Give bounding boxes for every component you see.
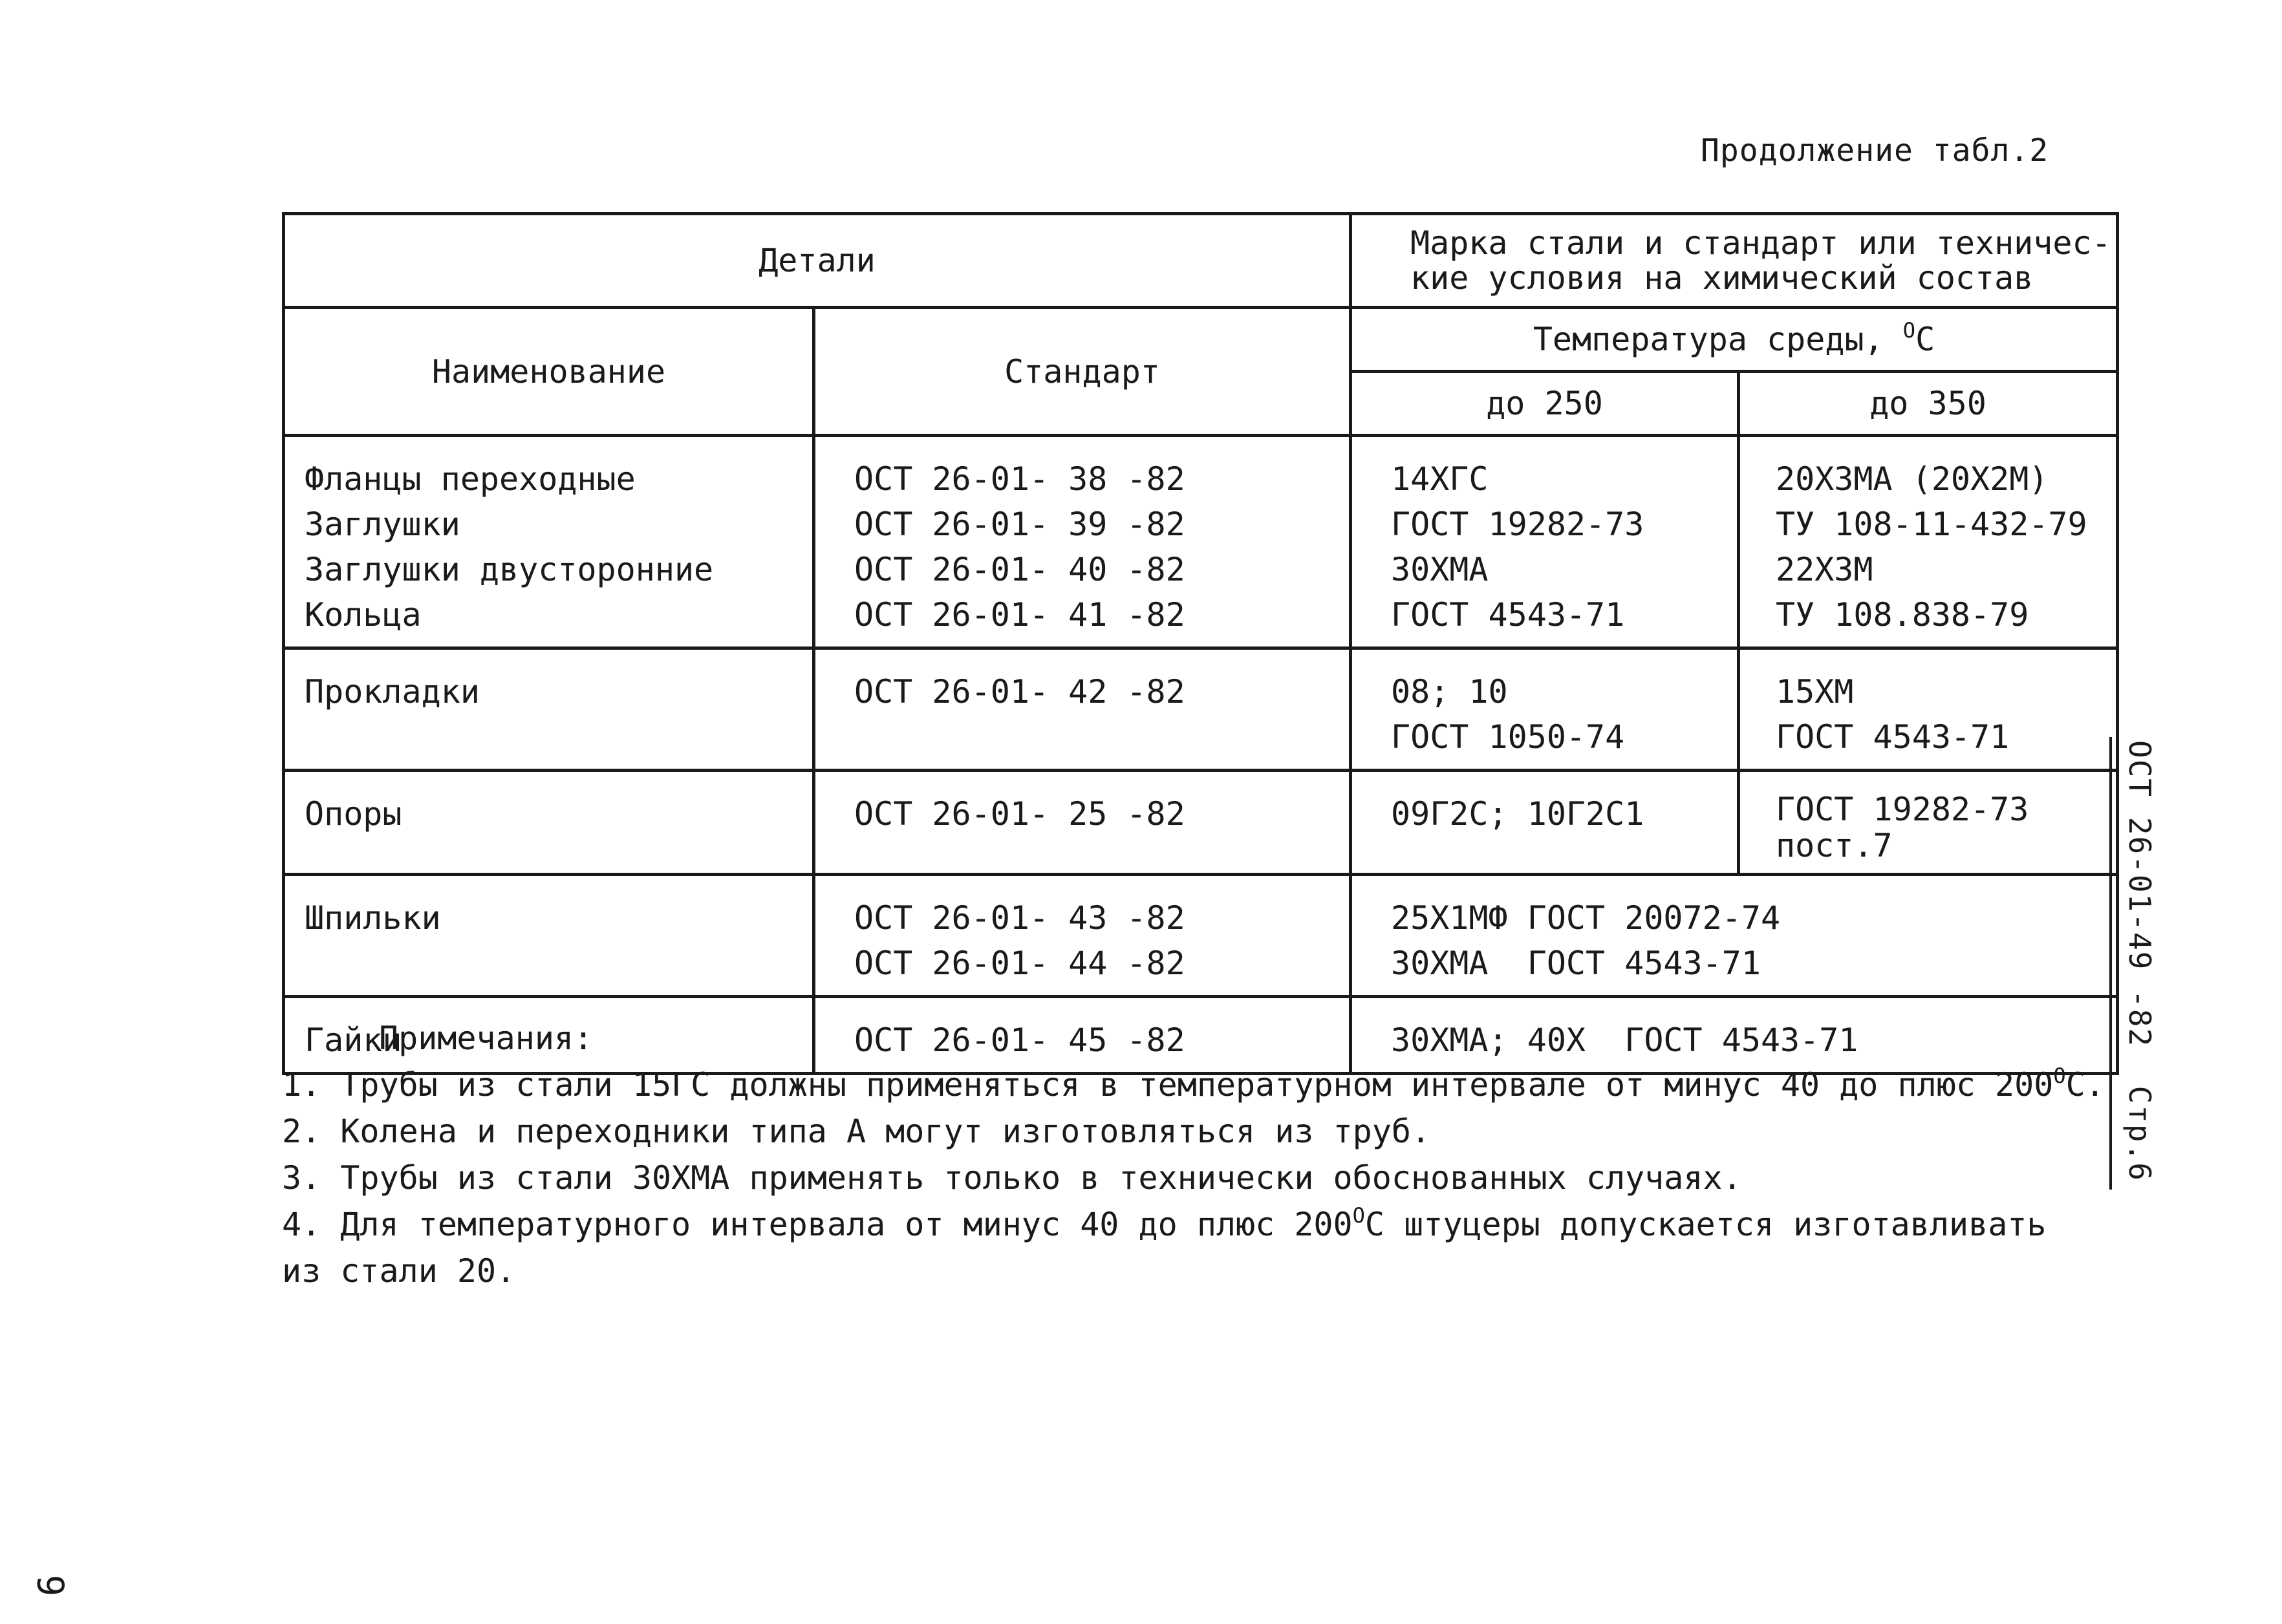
table-row (284, 648, 2118, 771)
material-merged: 30ХМА; 40Х ГОСТ 4543-71 (1391, 1021, 1858, 1059)
material-merged: 30ХМА ГОСТ 4543-71 (1391, 945, 1761, 982)
standard-code: ОСТ 26-01- 39 -82 (854, 506, 1185, 543)
header-to250: до 250 (1351, 372, 1739, 436)
material-250: 14ХГС (1391, 460, 1489, 498)
table-row (284, 875, 2118, 997)
header-to350: до 350 (1739, 372, 2118, 436)
material-350: 15ХМ (1776, 673, 1854, 710)
header-material-line1: Марка стали и стандарт или техничес- (1410, 224, 2111, 262)
material-250: ГОСТ 1050-74 (1391, 718, 1625, 756)
row3-mat250 (1351, 771, 1739, 875)
detail-name: Опоры (305, 795, 402, 833)
standard-code: ОСТ 26-01- 38 -82 (854, 460, 1185, 498)
note-1-unit: С. (2065, 1066, 2105, 1104)
row3-names (284, 771, 814, 875)
row2-mat250 (1351, 648, 1739, 771)
row4-materials (1351, 875, 2118, 997)
header-temperature-label: Температура среды, (1533, 321, 1884, 358)
material-350: 20ХЗМА (20Х2М) (1776, 460, 2049, 498)
header-temperature-unit: С (1915, 321, 1935, 358)
row2-names (284, 648, 814, 771)
row3-mat350 (1739, 771, 2118, 875)
standard-code: ОСТ 26-01- 41 -82 (854, 596, 1185, 634)
material-250: ГОСТ 19282-73 (1391, 506, 1644, 543)
row1-mat250 (1351, 436, 1739, 648)
material-350: ГОСТ 4543-71 (1776, 718, 2010, 756)
materials-table (282, 212, 2119, 1075)
document-code: ОСТ 26-01-49 -82 Стр.6 (2122, 740, 2157, 1182)
row4-names (284, 875, 814, 997)
material-merged: 25Х1МФ ГОСТ 20072-74 (1391, 899, 1781, 937)
material-350: пост.7 (1776, 827, 1893, 864)
notes-section (282, 1015, 2131, 1294)
header-details: Детали (284, 214, 1351, 308)
detail-name: Шпильки (305, 899, 441, 937)
table-row (284, 436, 2118, 648)
note-4-text: 4. Для температурного интервала от минус 40 до плюс 200 (282, 1206, 1353, 1243)
table-row (284, 771, 2118, 875)
material-250: 30ХМА (1391, 551, 1489, 588)
header-temperature (1351, 308, 2118, 372)
material-350: ТУ 108.838-79 (1776, 596, 2029, 634)
page-mark: 9 (28, 1574, 71, 1597)
degree-mark: O (2053, 1063, 2066, 1088)
standard-code: ОСТ 26-01- 44 -82 (854, 945, 1185, 982)
material-350: ТУ 108-11-432-79 (1776, 506, 2087, 543)
row3-standards (814, 771, 1351, 875)
material-350: ГОСТ 19282-73 (1776, 791, 2029, 828)
material-250: 08; 10 (1391, 673, 1508, 710)
detail-name: Гайки (305, 1021, 402, 1059)
row2-standards (814, 648, 1351, 771)
standard-code: ОСТ 26-01- 42 -82 (854, 673, 1185, 710)
material-350: 22Х3М (1776, 551, 1873, 588)
note-1-text: 1. Трубы из стали 15ГС должны применяться в температурном интервале от минус 40 до плюс 200 (282, 1066, 2054, 1104)
note-3: 3. Трубы из стали 30ХМА применять только в технически обоснованных случаях. (282, 1159, 1742, 1197)
standard-code: ОСТ 26-01- 43 -82 (854, 899, 1185, 937)
row1-names (284, 436, 814, 648)
note-2: 2. Колена и переходники типа А могут изготовляться из труб. (282, 1113, 1431, 1150)
standard-code: ОСТ 26-01- 40 -82 (854, 551, 1185, 588)
header-standard: Стандарт (814, 308, 1351, 436)
standard-code: ОСТ 26-01- 45 -82 (854, 1021, 1185, 1059)
detail-name: Кольца (305, 596, 422, 634)
detail-name: Заглушки (305, 506, 460, 543)
continuation-caption: Продолжение табл.2 (1701, 133, 2049, 169)
note-4-rest: С штуцеры допускается изготавливать (1364, 1206, 2047, 1243)
row1-standards (814, 436, 1351, 648)
material-250: ГОСТ 4543-71 (1391, 596, 1625, 634)
header-material (1351, 214, 2118, 308)
notes-title: Примечания: (379, 1020, 594, 1057)
degree-mark: O (1902, 318, 1916, 343)
header-material-line2: кие условия на химический состав (1410, 259, 2034, 297)
detail-name: Прокладки (305, 673, 480, 710)
material-250: 09Г2С; 10Г2С1 (1391, 795, 1644, 833)
note-1 (282, 1062, 2131, 1108)
header-name: Наименование (284, 308, 814, 436)
note-4-continued: из стали 20. (282, 1252, 516, 1290)
detail-name: Фланцы переходные (305, 460, 636, 498)
row2-mat350 (1739, 648, 2118, 771)
standard-code: ОСТ 26-01- 25 -82 (854, 795, 1185, 833)
row4-standards (814, 875, 1351, 997)
note-4 (282, 1201, 2131, 1248)
detail-name: Заглушки двусторонние (305, 551, 714, 588)
degree-mark: O (1352, 1203, 1365, 1228)
row1-mat350 (1739, 436, 2118, 648)
